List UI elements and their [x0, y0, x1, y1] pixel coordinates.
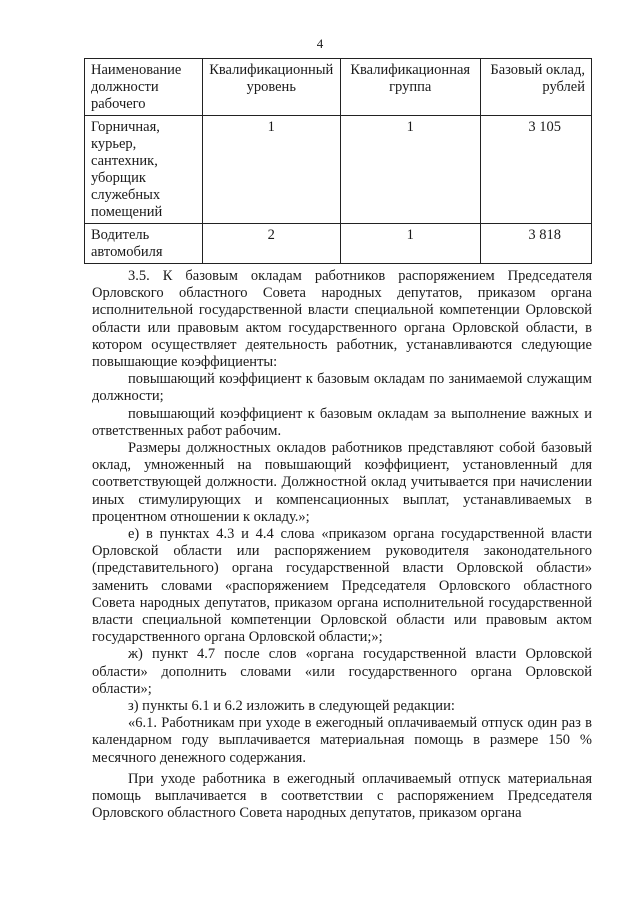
cell-qualification-group: 1: [340, 224, 480, 264]
paragraph-6-1: «6.1. Работникам при уходе в ежегодный оплачиваемый отпуск один раз в календарном году выплачивается материальная помощь в размере 150 % месячного денежного содержания.: [92, 715, 592, 766]
cell-position-name: Горничная, курьер, сантехник, уборщик служебных помещений: [85, 116, 203, 224]
document-body: [92, 268, 592, 823]
cell-base-salary: 3 105: [480, 116, 591, 224]
header-qualification-level: Квалификационный уровень: [202, 59, 340, 116]
paragraph-vacation-aid: При уходе работника в ежегодный оплачиваемый отпуск материальная помощь выплачивается в соответствии с распоряжением Председателя Орловского областного Совета народных депутатов, приказом органа: [92, 770, 592, 822]
table-row: [85, 116, 592, 224]
paragraph-3-5: 3.5. К базовым окладам работников распоряжением Председателя Орловского областного Совета народных депутатов, приказом органа исполнительной государственной власти специальной компетенции Орловской области или правовым актом государственного органа Орловской области, в котором осуществляет деятельность работник, устанавливаются следующие повышающие коэффициенты:: [92, 268, 592, 371]
header-qualification-group: Квалификационная группа: [340, 59, 480, 116]
page-number: 4: [316, 36, 324, 51]
cell-qualification-level: 2: [202, 224, 340, 264]
paragraph-item-e: е) в пунктах 4.3 и 4.4 слова «приказом органа государственной власти Орловской области или распоряжением руководителя законодательного (представительного) органа государственной власти Орловской области» заменить словами «распоряжением Председателя Орловского областного Совета народных депутатов, приказом органа исполнительной государственной власти специальной компетенции Орловской области или правовым актом государственного органа Орловской области;»;: [92, 526, 592, 646]
paragraph-item-z: з) пункты 6.1 и 6.2 изложить в следующей редакции:: [128, 698, 455, 715]
table-row: [85, 224, 592, 264]
cell-qualification-group: 1: [340, 116, 480, 224]
cell-qualification-level: 1: [202, 116, 340, 224]
cell-base-salary: 3 818: [480, 224, 591, 264]
paragraph-coefficient-position: повышающий коэффициент к базовым окладам по занимаемой служащим должности;: [92, 371, 592, 405]
header-position-name: Наименование должности рабочего: [85, 59, 203, 116]
header-base-salary: Базовый оклад, рублей: [480, 59, 591, 116]
table-header-row: [85, 59, 592, 116]
paragraph-item-zh: ж) пункт 4.7 после слов «органа государственной власти Орловской области» дополнить словами «или государственного органа Орловской области»;: [92, 646, 592, 697]
salary-table: [84, 58, 592, 264]
paragraph-coefficient-work: повышающий коэффициент к базовым окладам за выполнение важных и ответственных работ рабочим.: [92, 405, 592, 439]
paragraph-salary-sizes: Размеры должностных окладов работников представляют собой базовый оклад, умноженный на повышающий коэффициент, установленный для соответствующей должности. Должностной оклад учитывается при начислении иных стимулирующих и компенсационных выплат, устанавливаемых в процентном отношении к окладу.»;: [92, 440, 592, 525]
cell-position-name: Водитель автомобиля: [85, 224, 203, 264]
